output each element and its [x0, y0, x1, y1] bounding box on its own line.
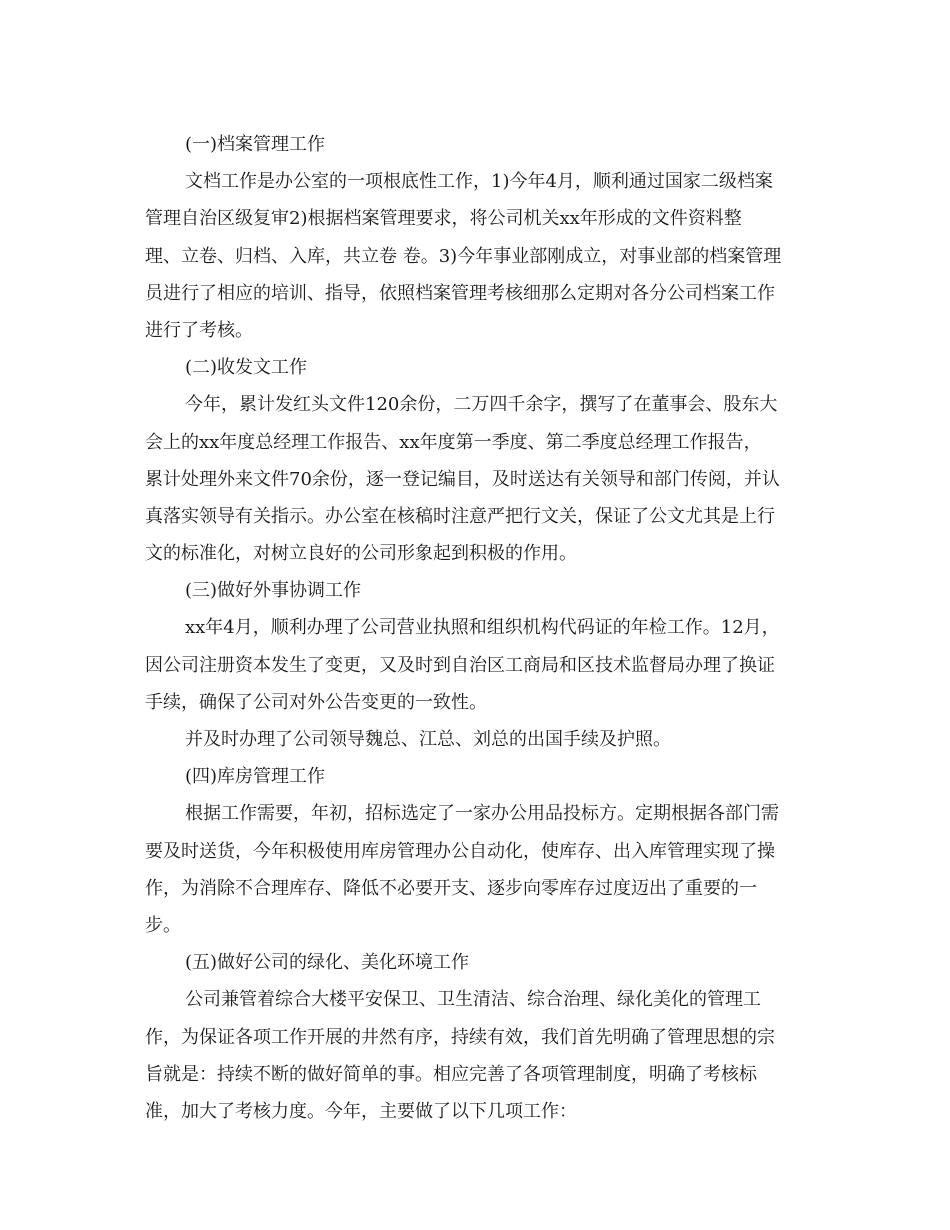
paragraph-start-line: 公司兼管着综合大楼平安保卫、卫生清洁、综合治理、绿化美化的管理工: [185, 989, 761, 1011]
paragraph-line: 管理自治区级复审2)根据档案管理要求，将公司机关xx年形成的文件资料整: [145, 208, 742, 230]
paragraph-start-line: 今年，累计发红头文件120余份，二万四千余字，撰写了在董事会、股东大: [185, 394, 778, 416]
paragraph-line: 准，加大了考核力度。今年，主要做了以下几项工作：: [145, 1100, 577, 1122]
paragraph-line: 真落实领导有关指示。办公室在核稿时注意严把行文关，保证了公文尤其是上行: [145, 505, 775, 527]
paragraph-start-line: (三)做好外事协调工作: [185, 580, 362, 602]
paragraph-line: 文的标准化，对树立良好的公司形象起到积极的作用。: [145, 543, 577, 565]
paragraph-line: 进行了考核。: [145, 319, 253, 341]
paragraph-line: 员进行了相应的培训、指导，依照档案管理考核细那么定期对各分公司档案工作: [145, 282, 775, 304]
paragraph-line: 因公司注册资本发生了变更，又及时到自治区工商局和区技术监督局办理了换证: [145, 654, 775, 676]
paragraph-line: 旨就是：持续不断的做好简单的事。相应完善了各项管理制度，明确了考核标: [145, 1063, 757, 1085]
paragraph-start-line: 并及时办理了公司领导魏总、江总、刘总的出国手续及护照。: [185, 729, 671, 750]
paragraph-line: 理、立卷、归档、入库，共立卷 卷。3)今年事业部刚成立，对事业部的档案管理: [145, 245, 782, 267]
paragraph-line: 作，为保证各项工作开展的井然有序，持续有效，我们首先明确了管理思想的宗: [145, 1026, 775, 1048]
document-body: [145, 126, 810, 1130]
paragraph-line: 会上的xx年度总经理工作报告、xx年度第一季度、第二季度总经理工作报告，: [145, 431, 762, 453]
paragraph-start-line: xx年4月，顺利办理了公司营业执照和组织机构代码证的年检工作。12月，: [185, 617, 780, 639]
paragraph-line: 要及时送货，今年积极使用库房管理办公自动化，使库存、出入库管理实现了操: [145, 840, 775, 862]
paragraph-start-line: (二)收发文工作: [185, 357, 308, 379]
paragraph-line: 手续，确保了公司对外公告变更的一致性。: [145, 691, 487, 713]
paragraph-start-line: 文档工作是办公室的一项根底性工作，1)今年4月，顺利通过国家二级档案: [185, 171, 773, 193]
paragraph-start-line: (四)库房管理工作: [185, 766, 326, 788]
paragraph-line: 步。: [145, 914, 181, 936]
paragraph-start-line: (一)档案管理工作: [185, 134, 326, 155]
paragraph-line: 作，为消除不合理库存、降低不必要开支、逐步向零库存过度迈出了重要的一: [145, 877, 757, 899]
paragraph-line: 累计处理外来文件70余份，逐一登记编目，及时送达有关领导和部门传阅，并认: [145, 468, 780, 490]
paragraph-start-line: (五)做好公司的绿化、美化环境工作: [185, 952, 470, 974]
paragraph-start-line: 根据工作需要，年初，招标选定了一家办公用品投标方。定期根据各部门需: [185, 803, 779, 825]
